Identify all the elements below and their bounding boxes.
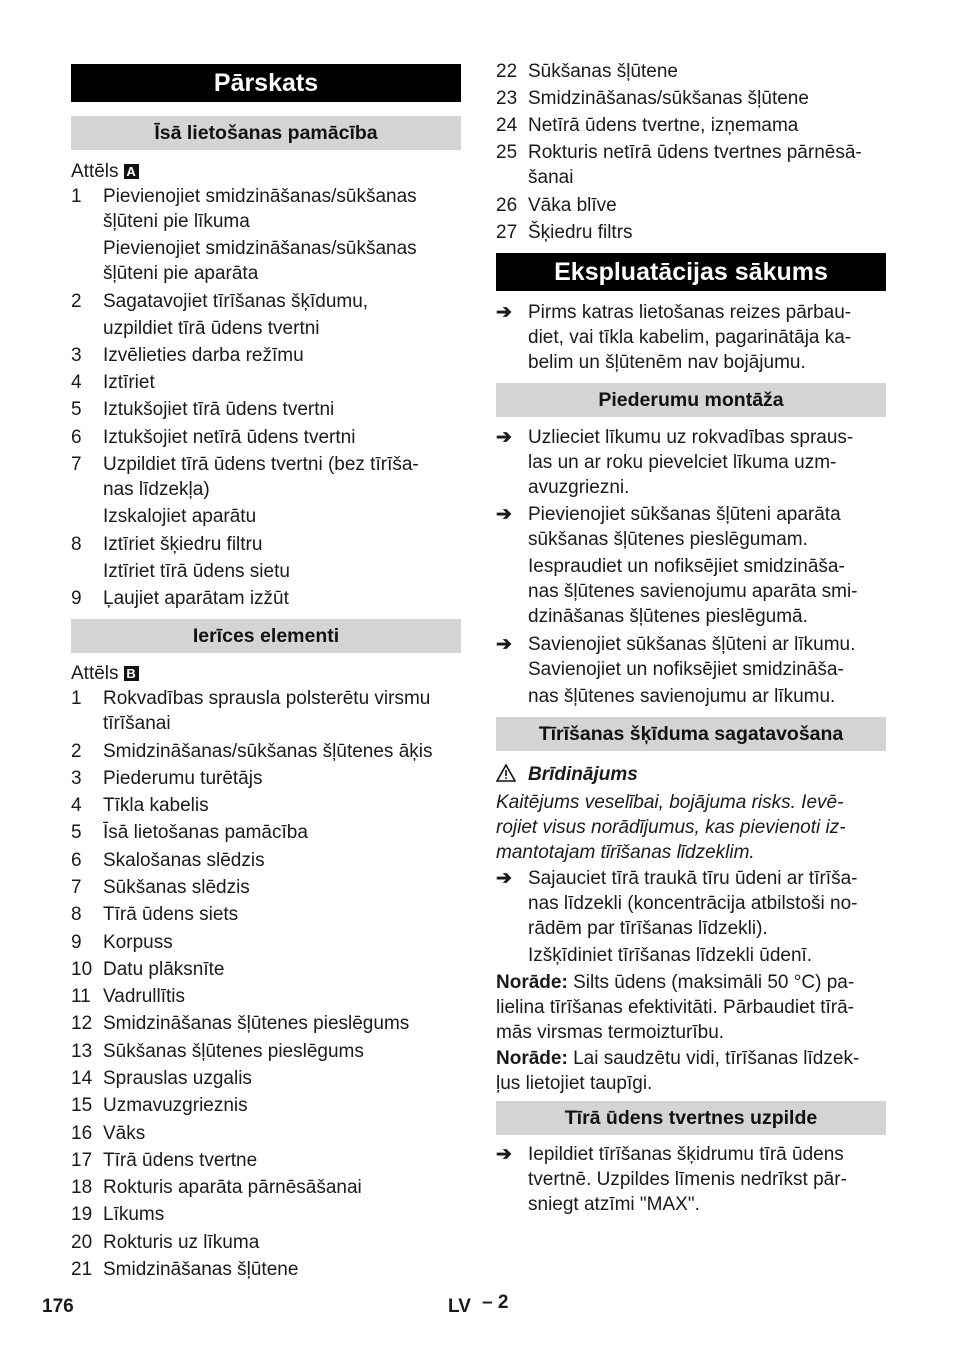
item-text: Pievienojiet sūkšanas šļūteni aparāta (528, 504, 841, 525)
item-text: Uzpildiet tīrā ūdens tvertni (bez tīrīša- (103, 454, 419, 475)
item-text: Pirms katras lietošanas reizes pārbau- (528, 302, 852, 323)
item-number: 19 (71, 1204, 93, 1225)
note-label: Norāde: (496, 1048, 568, 1069)
item-text: šļūteni pie līkuma (103, 211, 250, 232)
item-number: 21 (71, 1259, 93, 1280)
item-text: diet, vai tīkla kabelim, pagarinātāja ka- (528, 327, 852, 348)
item-text: Iztukšojiet netīrā ūdens tvertni (103, 427, 356, 448)
item-text: tvertnē. Uzpildes līmenis nedrīkst pār- (528, 1169, 847, 1190)
note-label: Norāde: (496, 972, 568, 993)
item-number: 8 (71, 904, 82, 925)
item-text: las un ar roku pievelciet līkuma uzm- (528, 452, 837, 473)
figure-label: Attēls (71, 161, 119, 182)
warning-triangle-icon (496, 763, 516, 783)
item-text: Iztīriet šķiedru filtru (103, 534, 263, 555)
item-text: sniegt atzīmi "MAX". (528, 1194, 700, 1215)
item-text: Iepildiet tīrīšanas šķidrumu tīrā ūdens (528, 1144, 844, 1165)
note-text: Silts ūdens (maksimāli 50 °C) pa- (567, 972, 855, 993)
item-number: 2 (71, 291, 82, 312)
note-text: Lai saudzētu vidi, tīrīšanas līdzek- (567, 1048, 860, 1069)
item-text: Vāka blīve (528, 195, 617, 216)
item-number: 26 (496, 195, 518, 216)
item-text: Iztīriet (103, 372, 155, 393)
fill-heading: Tīrā ūdens tvertnes uzpilde (496, 1101, 886, 1135)
item-text: Rokvadības sprausla polsterētu virsmu (103, 688, 431, 709)
item-text: Izvēlieties darba režīmu (103, 345, 304, 366)
item-number: 20 (71, 1232, 93, 1253)
item-text: Sajauciet tīrā traukā tīru ūdeni ar tīrīša- (528, 868, 858, 889)
item-text: Iztīriet tīrā ūdens sietu (103, 561, 290, 582)
item-text: Šķiedru filtrs (528, 222, 633, 243)
item-number: 1 (71, 186, 82, 207)
arrow-icon: ➔ (496, 504, 512, 525)
item-text: Skalošanas slēdzis (103, 850, 265, 871)
item-number: 5 (71, 399, 82, 420)
note-text: lielina tīrīšanas efektivitāti. Pārbaudiet tīrā- (496, 997, 855, 1018)
item-number: 4 (71, 795, 82, 816)
solution-heading: Tīrīšanas šķīduma sagatavošana (496, 717, 886, 751)
item-text: nas līdzekli (koncentrācija atbilstoši no- (528, 893, 858, 914)
sub-page-number: – 2 (482, 1292, 509, 1313)
item-number: 25 (496, 142, 518, 163)
item-number: 7 (71, 877, 82, 898)
item-text: Piederumu turētājs (103, 768, 263, 789)
item-text: Rokturis aparāta pārnēsāšanai (103, 1177, 362, 1198)
item-text: Savienojiet un nofiksējiet smidzināša- (528, 659, 844, 680)
item-number: 11 (71, 986, 91, 1007)
item-text: Korpuss (103, 932, 173, 953)
item-text: Sūkšanas šļūtene (528, 61, 678, 82)
item-number: 12 (71, 1013, 93, 1034)
item-text: Vadrullītis (103, 986, 186, 1007)
note-text: mās virsmas termoizturību. (496, 1022, 725, 1043)
item-number: 27 (496, 222, 518, 243)
item-text: Sūkšanas slēdzis (103, 877, 250, 898)
item-text: Izskalojiet aparātu (103, 506, 257, 527)
item-text: belim un šļūtenēm nav bojājumu. (528, 352, 806, 373)
item-text: Pievienojiet smidzināšanas/sūkšanas (103, 238, 417, 259)
item-number: 14 (71, 1068, 93, 1089)
item-text: Sagatavojiet tīrīšanas šķīdumu, (103, 291, 369, 312)
page-number: 176 (42, 1296, 74, 1317)
item-text: Izšķīdiniet tīrīšanas līdzekli ūdenī. (528, 945, 813, 966)
item-text: Tīkla kabelis (103, 795, 209, 816)
item-number: 23 (496, 88, 518, 109)
figure-label: Attēls (71, 663, 119, 684)
item-number: 22 (496, 61, 518, 82)
arrow-icon: ➔ (496, 634, 512, 655)
startup-heading: Ekspluatācijas sākums (496, 253, 886, 291)
item-text: Iztukšojiet tīrā ūdens tvertni (103, 399, 335, 420)
item-text: dzināšanas šļūtenes pieslēgumā. (528, 606, 808, 627)
item-text: Īsā lietošanas pamācība (103, 822, 308, 843)
item-number: 1 (71, 688, 82, 709)
item-number: 24 (496, 115, 518, 136)
item-number: 16 (71, 1123, 93, 1144)
item-text: Smidzināšanas/sūkšanas šļūtene (528, 88, 809, 109)
item-text: Iespraudiet un nofiksējiet smidzināša- (528, 556, 845, 577)
item-text: Uzmavuzgrieznis (103, 1095, 248, 1116)
item-text: Līkums (103, 1204, 165, 1225)
item-number: 18 (71, 1177, 93, 1198)
item-text: Vāks (103, 1123, 146, 1144)
note-text: ļus lietojiet taupīgi. (496, 1073, 653, 1094)
item-text: nas šļūtenes savienojumu ar līkumu. (528, 686, 836, 707)
item-text: Smidzināšanas šļūtene (103, 1259, 299, 1280)
item-text: Smidzināšanas/sūkšanas šļūtenes āķis (103, 741, 433, 762)
item-number: 3 (71, 768, 82, 789)
item-text: uzpildiet tīrā ūdens tvertni (103, 318, 320, 339)
item-text: Rokturis netīrā ūdens tvertnes pārnēsā- (528, 142, 862, 163)
item-number: 10 (71, 959, 93, 980)
item-number: 15 (71, 1095, 93, 1116)
arrow-icon: ➔ (496, 1144, 512, 1165)
item-number: 9 (71, 932, 82, 953)
figure-b-badge: B (124, 666, 139, 681)
item-text: šanai (528, 167, 574, 188)
item-text: nas līdzekļa) (103, 479, 210, 500)
arrow-icon: ➔ (496, 868, 512, 889)
arrow-icon: ➔ (496, 427, 512, 448)
overview-heading: Pārskats (71, 64, 461, 102)
item-text: Tīrā ūdens tvertne (103, 1150, 258, 1171)
item-number: 6 (71, 427, 82, 448)
item-text: Tīrā ūdens siets (103, 904, 239, 925)
item-number: 3 (71, 345, 82, 366)
item-text: Rokturis uz līkuma (103, 1232, 260, 1253)
item-text: Ļaujiet aparātam izžūt (103, 588, 289, 609)
text-line-content: Kaitējums veselībai, bojājuma risks. Ievē- (496, 792, 844, 813)
text-line-content: rojiet visus norādījumus, kas pievienoti iz- (496, 817, 846, 838)
warning-label: Brīdinājums (528, 764, 638, 785)
item-text: Uzlieciet līkumu uz rokvadības spraus- (528, 427, 854, 448)
item-number: 9 (71, 588, 82, 609)
figure-a-badge: A (124, 164, 139, 179)
item-number: 7 (71, 454, 82, 475)
item-text: Sūkšanas šļūtenes pieslēgums (103, 1041, 364, 1062)
item-text: šļūteni pie aparāta (103, 263, 259, 284)
item-text: Netīrā ūdens tvertne, izņemama (528, 115, 799, 136)
item-text: Datu plāksnīte (103, 959, 225, 980)
item-text: tīrīšanai (103, 713, 171, 734)
item-text: Sprauslas uzgalis (103, 1068, 252, 1089)
quick-guide-heading: Īsā lietošanas pamācība (71, 116, 461, 150)
accessories-heading: Piederumu montāža (496, 383, 886, 417)
item-text: nas šļūtenes savienojumu aparāta smi- (528, 581, 858, 602)
item-text: sūkšanas šļūtenes pieslēgumam. (528, 529, 808, 550)
item-number: 2 (71, 741, 82, 762)
item-text: Pievienojiet smidzināšanas/sūkšanas (103, 186, 417, 207)
item-number: 8 (71, 534, 82, 555)
item-number: 5 (71, 822, 82, 843)
item-number: 4 (71, 372, 82, 393)
language-code: LV (448, 1296, 471, 1317)
item-text: Savienojiet sūkšanas šļūteni ar līkumu. (528, 634, 856, 655)
item-number: 17 (71, 1150, 93, 1171)
item-text: avuzgriezni. (528, 477, 630, 498)
item-text: Smidzināšanas šļūtenes pieslēgums (103, 1013, 410, 1034)
text-line-content: mantotajam tīrīšanas līdzeklim. (496, 842, 755, 863)
device-elements-heading: Ierīces elementi (71, 619, 461, 653)
item-text: rādēm par tīrīšanas līdzekli). (528, 918, 768, 939)
arrow-icon: ➔ (496, 302, 512, 323)
item-number: 6 (71, 850, 82, 871)
item-number: 13 (71, 1041, 93, 1062)
